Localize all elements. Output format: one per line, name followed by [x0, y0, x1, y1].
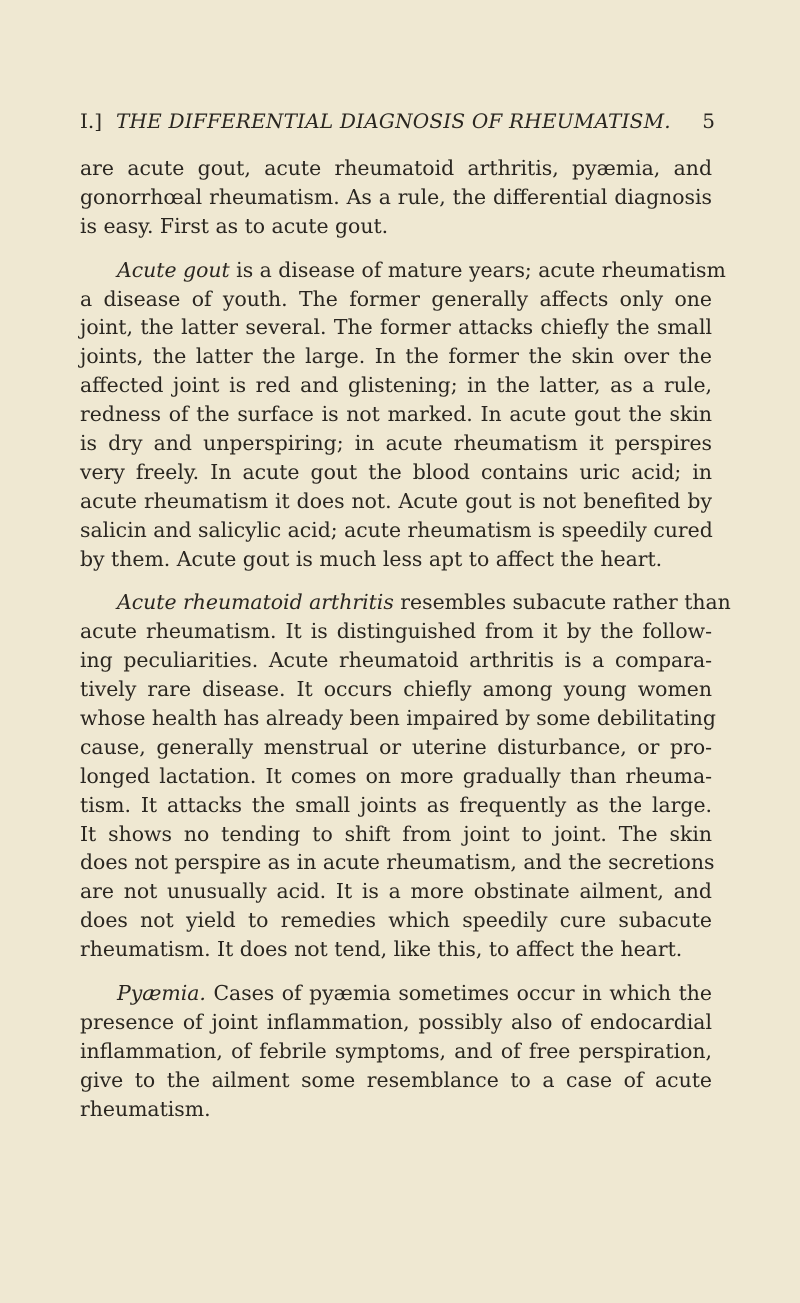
paragraph-intro	[80, 154, 712, 241]
text-line: a disease of youth. The former generally affects only one	[80, 286, 712, 311]
text-line: cause, generally menstrual or uterine disturbance, or pro-	[80, 734, 712, 759]
text-line: rheumatism. It does not tend, like this, to affect the heart.	[80, 937, 683, 962]
text-line: are acute gout, acute rheumatoid arthritis, pyæmia, and	[80, 156, 712, 180]
text-line: longed lactation. It comes on more gradually than rheuma-	[80, 763, 712, 788]
text-line: is easy. First as to acute gout.	[80, 213, 389, 238]
paragraph-pyaemia	[80, 979, 712, 1123]
body-text	[80, 154, 731, 1124]
paragraph-heading: Acute gout	[117, 257, 230, 282]
text-line: redness of the surface is not marked. In acute gout the skin	[80, 402, 712, 427]
text-line: very freely. In acute gout the blood contains uric acid; in	[80, 459, 712, 484]
text-line: acute rheumatism. It is distinguished from it by the follow-	[80, 619, 712, 644]
text-line: does not yield to remedies which speedily cure subacute	[80, 908, 712, 933]
text-line: rheumatism.	[80, 1096, 211, 1121]
text-line: tively rare disease. It occurs chiefly among young women	[80, 677, 712, 702]
text-line: presence of joint inflammation, possibly also of endocardial	[80, 1009, 712, 1034]
paragraph-heading: Pyæmia.	[117, 981, 206, 1006]
text-line: Pyæmia. Cases of pyæmia sometimes occur in which the	[117, 981, 712, 1006]
text-line: gonorrhœal rheumatism. As a rule, the differential diagnosis	[80, 184, 712, 209]
text-line: is dry and unperspiring; in acute rheumatism it perspires	[80, 431, 712, 456]
text-line: ing peculiarities. Acute rheumatoid arthritis is a compara-	[80, 648, 712, 673]
text-line: Acute gout is a disease of mature years; acute rheumatism	[117, 257, 726, 282]
text-line: tism. It attacks the small joints as frequently as the large.	[80, 792, 712, 817]
paragraph-acute-gout	[80, 256, 726, 574]
text-line: joints, the latter the large. In the former the skin over the	[80, 344, 712, 369]
text-line: acute rheumatism it does not. Acute gout is not benefited by	[80, 488, 712, 513]
text-line: inflammation, of febrile symptoms, and of free perspiration,	[80, 1038, 712, 1063]
running-title: THE DIFFERENTIAL DIAGNOSIS OF RHEUMATISM.	[116, 109, 671, 133]
paragraph-heading: Acute rheumatoid arthritis	[117, 590, 394, 615]
text-line: are not unusually acid. It is a more obstinate ailment, and	[80, 879, 712, 904]
text-line: whose health has already been impaired by some debilitating	[80, 706, 716, 731]
text-line: It shows no tending to shift from joint to joint. The skin	[80, 821, 712, 846]
chapter-number: I.]	[80, 109, 103, 133]
text-line: does not perspire as in acute rheumatism, and the secretions	[80, 850, 715, 875]
text-line: give to the ailment some resemblance to a case of acute	[80, 1067, 712, 1092]
paragraph-rheumatoid-arthritis	[80, 588, 731, 964]
text-line: by them. Acute gout is much less apt to affect the heart.	[80, 546, 663, 571]
page-number: 5	[702, 109, 715, 133]
text-line: joint, the latter several. The former attacks chiefly the small	[80, 315, 712, 340]
text-line: affected joint is red and glistening; in the latter, as a rule,	[80, 373, 712, 398]
text-line: salicin and salicylic acid; acute rheumatism is speedily cured	[80, 517, 713, 542]
running-head	[80, 104, 720, 138]
text-line: Acute rheumatoid arthritis resembles subacute rather than	[117, 590, 731, 615]
